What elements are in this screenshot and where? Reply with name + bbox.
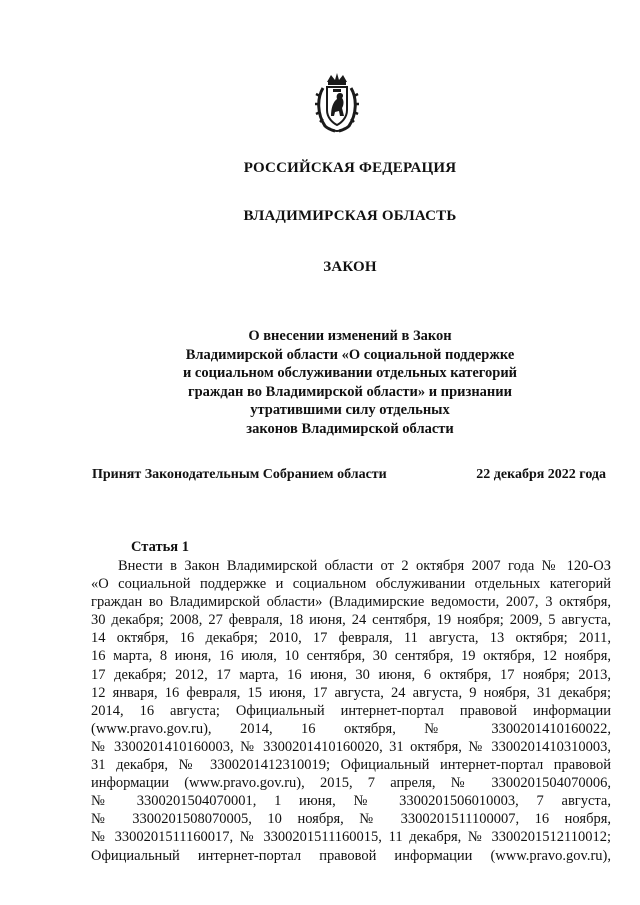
law-title-line: и социальном обслуживании отдельных категорий [182, 365, 518, 382]
article-body-line: информации (www.pravo.gov.ru), 2015, 7 апреля, № 3300201504070006, [91, 775, 611, 792]
article-body-line: № 3300201508070005, 10 ноября, № 3300201511100007, 16 ноября, [91, 811, 611, 828]
adopted-by-text: Принят Законодательным Собранием области [92, 467, 387, 482]
country-heading: РОССИЙСКАЯ ФЕДЕРАЦИЯ [243, 160, 457, 176]
article-body-line: 2014, 16 августа; Официальный интернет-портал правовой информации [91, 702, 611, 719]
article-heading: Статья 1 [131, 539, 189, 555]
doc-type-heading: ЗАКОН [323, 259, 377, 275]
article-body [91, 557, 611, 865]
article-body-line: 12 января, 16 февраля, 15 июня, 17 августа, 24 августа, 9 ноября, 31 декабря; [91, 684, 611, 701]
article-body-line: «О социальной поддержке и социальном обслуживании отдельных категорий [91, 576, 611, 593]
article-body-line: граждан во Владимирской области» (Владимирские ведомости, 2007, 3 октября, [91, 594, 611, 611]
article-body-line: № 3300201410160003, № 3300201410160020, 31 октября, № 3300201410310003, [91, 738, 611, 755]
article-body-line: Официальный интернет-портал правовой информации (www.pravo.gov.ru), [91, 847, 611, 864]
law-title-line: законов Владимирской области [246, 420, 454, 437]
article-body-line: 14 октября, 16 декабря; 2010, 17 февраля, 11 августа, 13 октября; 2011, [91, 630, 611, 647]
article-body-line: 31 декабря, № 3300201412310019; Официальный интернет-портал правовой [91, 757, 611, 774]
adoption-date: 22 декабря 2022 года [476, 467, 606, 482]
region-heading: ВЛАДИМИРСКАЯ ОБЛАСТЬ [243, 208, 457, 224]
article-body-line: 16 марта, 8 июня, 16 июля, 10 сентября, 30 сентября, 19 октября, 12 ноября, [91, 648, 611, 665]
article-body-line: 30 декабря; 2008, 27 февраля, 18 июня, 24 сентября, 19 ноября; 2009, 5 августа, [91, 612, 611, 629]
article-body-line: № 3300201504070001, 1 июня, № 3300201506010003, 7 августа, [91, 793, 611, 810]
law-title-line: О внесении изменений в Закон [248, 328, 452, 344]
article-body-line: (www.pravo.gov.ru), 2014, 16 октября, № 3300201410160022, [91, 720, 611, 737]
coat-of-arms-emblem [313, 72, 361, 134]
article-body-line: 17 декабря; 2012, 17 марта, 16 июня, 30 июня, 6 октября, 17 ноября; 2013, [91, 666, 611, 683]
law-title [0, 327, 640, 439]
article-body-line: № 3300201511160017, № 3300201511160015, 11 декабря, № 3300201512110012; [91, 829, 611, 846]
law-title-line: граждан во Владимирской области» и признании [187, 383, 512, 400]
law-title-line: утратившими силу отдельных [250, 402, 450, 419]
law-title-line: Владимирской области «О социальной поддержке [185, 346, 515, 363]
article-body-line: Внести в Закон Владимирской области от 2 октября 2007 года № 120-ОЗ [118, 558, 611, 574]
